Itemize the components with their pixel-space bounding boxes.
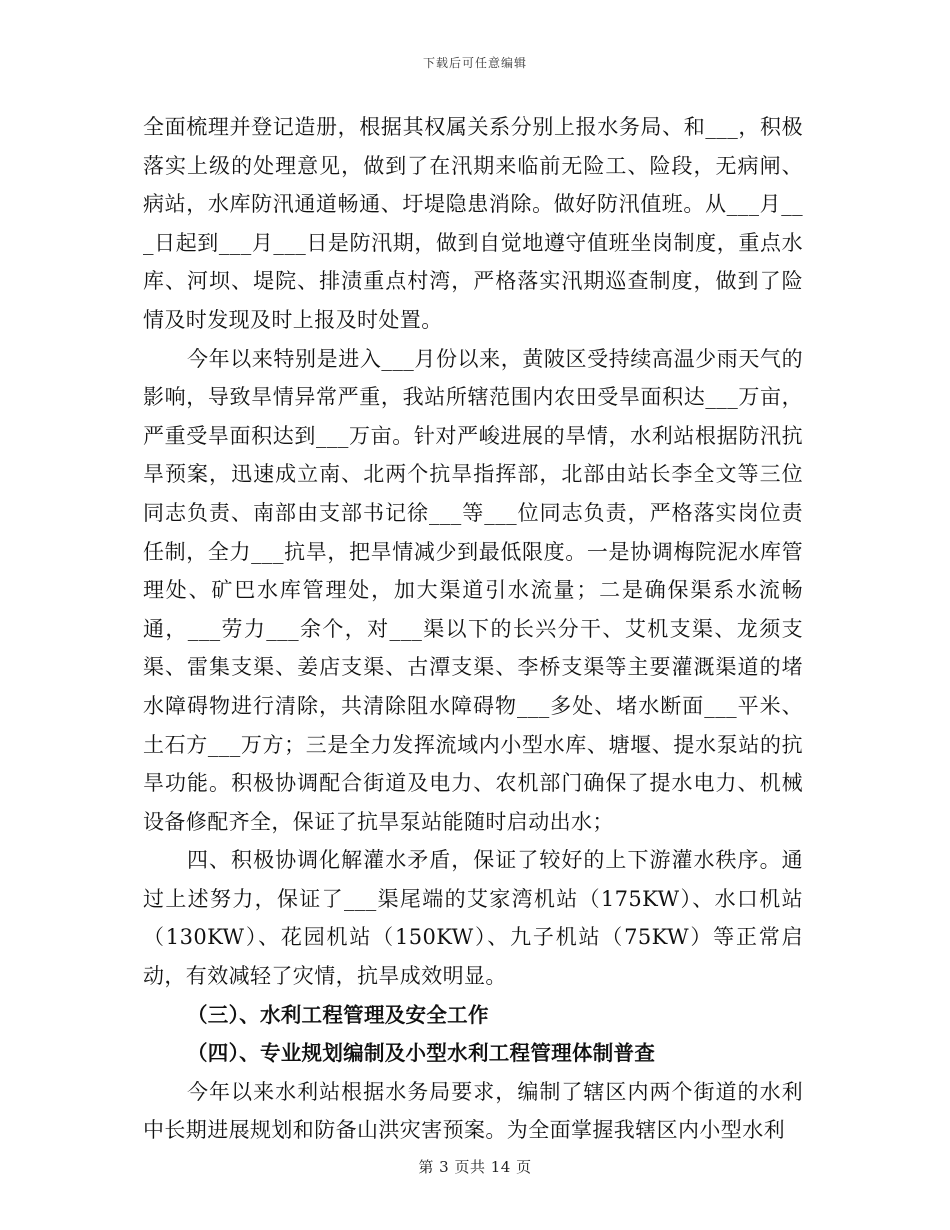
section-heading-4: （四）、专业规划编制及小型水利工程管理体制普查 [187, 1041, 656, 1066]
paragraph-flood-prevention: 全面梳理并登记造册，根据其权属关系分别上报水务局、和___，积极落实上级的处理意见，做到了在汛期来临前无险工、险段，无病闸、病站，水库防汛通道畅通、圩堤隐患消除。做好防汛值班。从___月___日起到___月___日是防汛期，做到自觉地遵守值班坐岗制度，重点水库、河坝、堤院、排渍重点村湾，严格落实汛期巡查制度，做到了险情及时发现及时上报及时处置。 [143, 115, 803, 332]
document-body [143, 108, 803, 1150]
paragraph-drought-relief: 今年以来特别是进入___月份以来，黄陂区受持续高温少雨天气的影响，导致旱情异常严重，我站所辖范围内农田受旱面积达___万亩，严重受旱面积达到___万亩。针对严峻进展的旱情，水利站根据防汛抗旱预案，迅速成立南、北两个抗旱指挥部，北部由站长李全文等三位同志负责、南部由支部书记徐___等___位同志负责，严格落实岗位责任制，全力___抗旱，把旱情减少到最低限度。一是协调梅院泥水库管理处、矿巴水库管理处，加大渠道引水流量；二是确保渠系水流畅通，___劳力___余个，对___渠以下的长兴分干、艾机支渠、龙须支渠、雷集支渠、姜店支渠、古潭支渠、李桥支渠等主要灌溉渠道的堵水障碍物进行清除，共清除阻水障碍物___多处、堵水断面___平米、土石方___万方；三是全力发挥流域内小型水库、塘堰、提水泵站的抗旱功能。积极协调配合街道及电力、农机部门确保了提水电力、机械设备修配齐全，保证了抗旱泵站能随时启动出水； [143, 346, 803, 834]
section-heading-3: （三）、水利工程管理及安全工作 [187, 1002, 489, 1027]
page-number: 第 3 页共 14 页 [418, 1158, 532, 1176]
paragraph-planning: 今年以来水利站根据水务局要求，编制了辖区内两个街道的水利中长期进展规划和防备山洪灾害预案。为全面掌握我辖区内小型水利 [143, 1079, 803, 1143]
page-header: 下载后可任意编辑 [422, 56, 527, 70]
paragraph-irrigation-coordination: 四、积极协调化解灌水矛盾，保证了较好的上下游灌水秩序。通过上述努力，保证了___渠尾端的艾家湾机站（175KW）、水口机站（130KW）、花园机站（150KW）、九子机站（75KW）等正常启动，有效减轻了灾情，抗旱成效明显。 [143, 848, 803, 989]
